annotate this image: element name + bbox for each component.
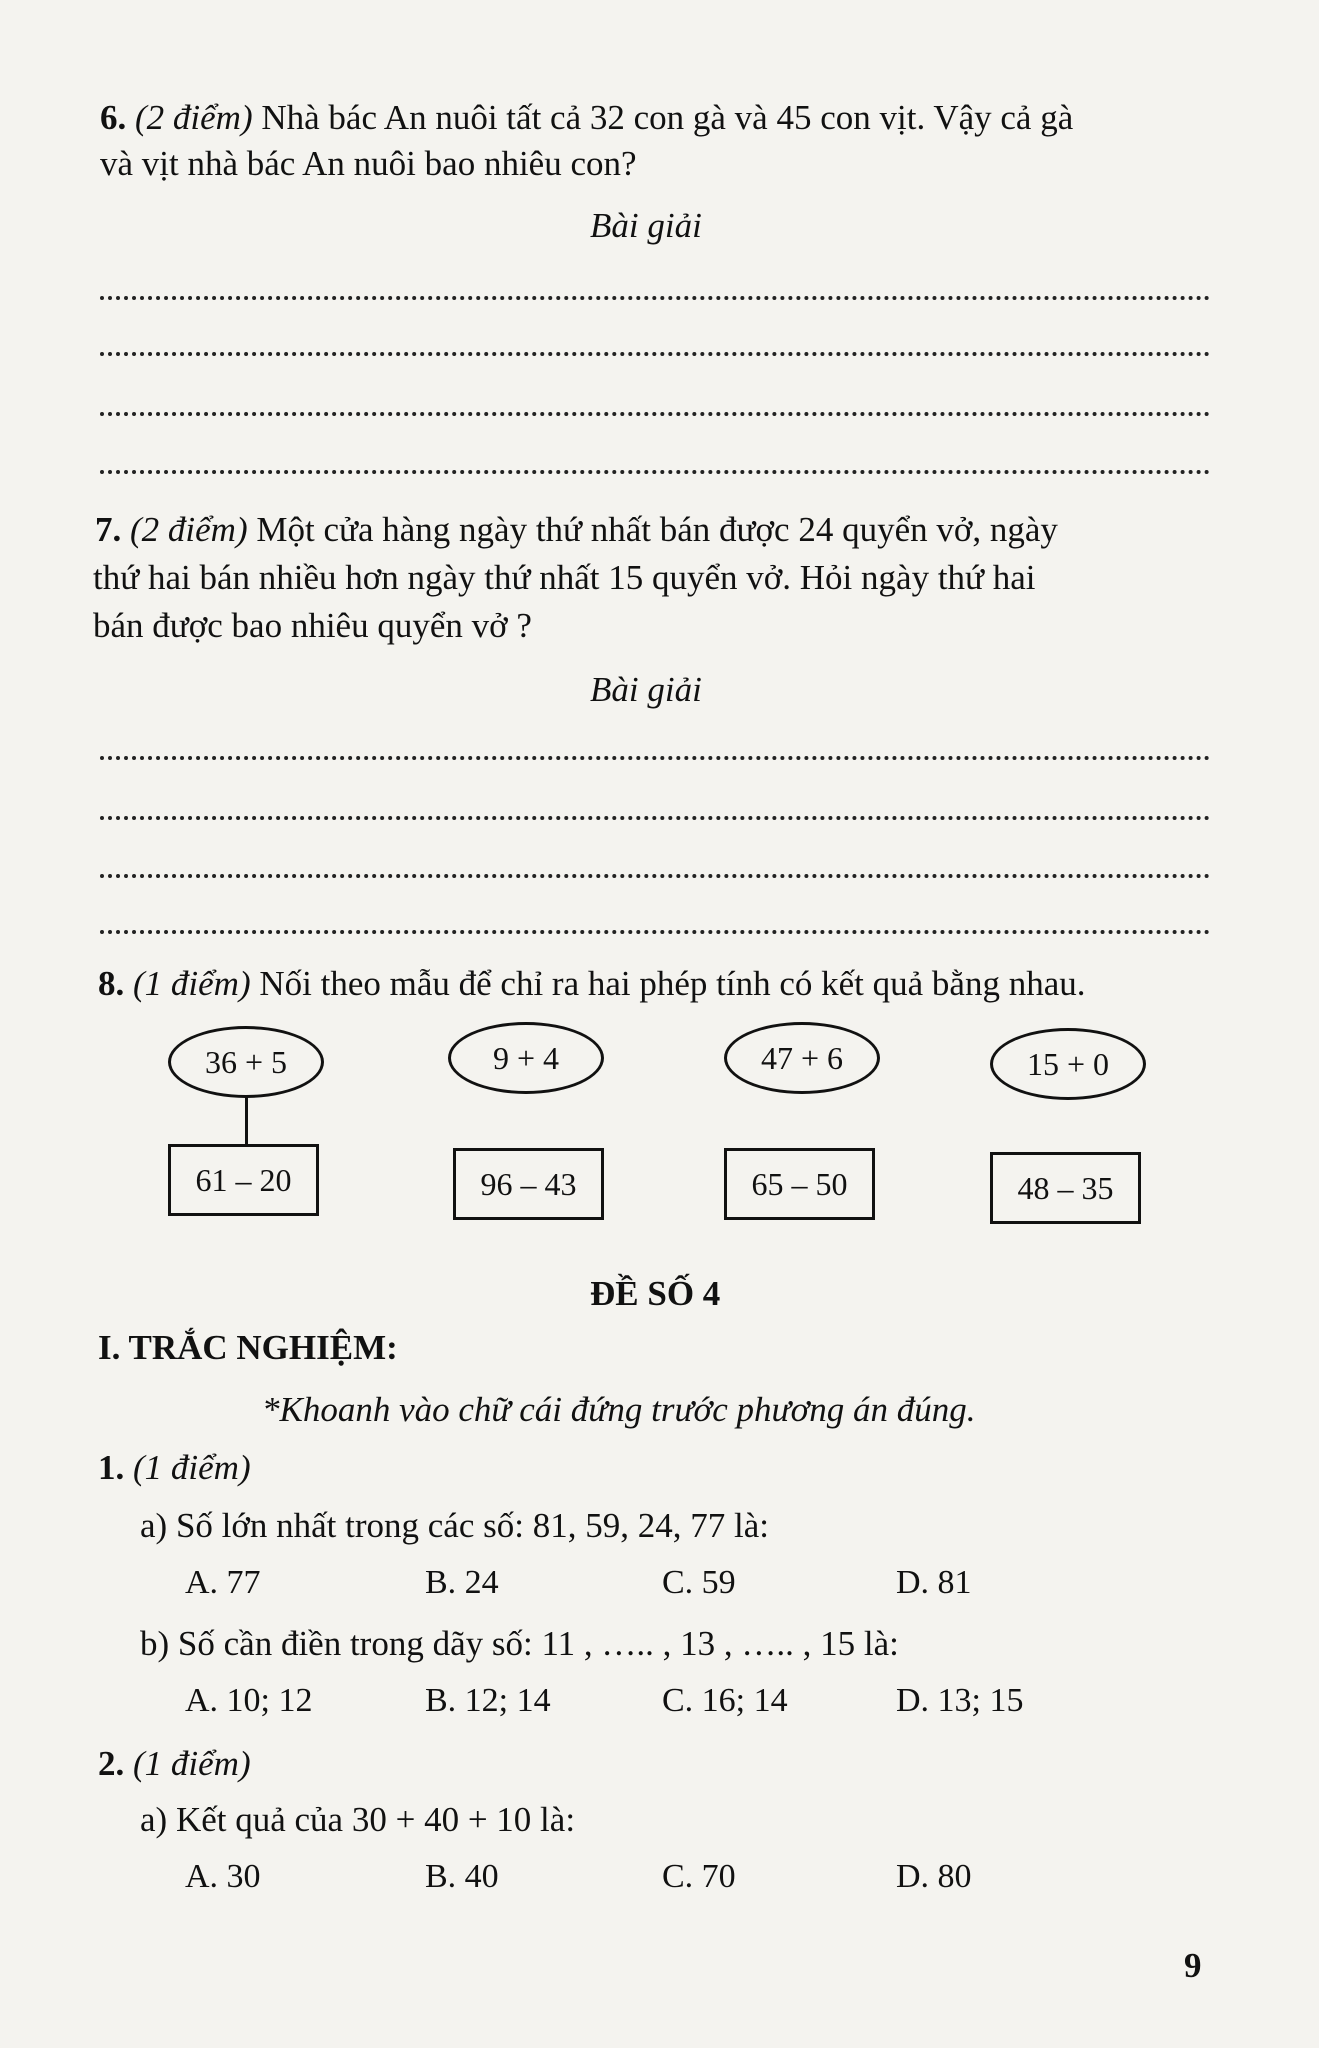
q6-text-2: và vịt nhà bác An nuôi bao nhiêu con? — [100, 144, 637, 183]
q8-top-expression-2[interactable]: 9 + 4 — [448, 1022, 604, 1094]
mc1-points: (1 điểm) — [133, 1448, 251, 1487]
q6-number: 6. — [100, 98, 127, 137]
mc1-b-option-a[interactable]: A. 10; 12 — [185, 1682, 313, 1719]
q7-answer-line-3[interactable] — [100, 874, 1210, 878]
exam-title: ĐỀ SỐ 4 — [590, 1274, 721, 1313]
q8-top-expression-1[interactable]: 36 + 5 — [168, 1026, 324, 1098]
q7-points: (2 điểm) — [130, 510, 248, 549]
mc2-a-option-a[interactable]: A. 30 — [185, 1858, 261, 1895]
mc2-header — [98, 1742, 251, 1786]
mc1-a-question: a) Số lớn nhất trong các số: 81, 59, 24, 77 là: — [140, 1506, 769, 1545]
mc2-a-option-c[interactable]: C. 70 — [662, 1858, 736, 1895]
q7-number: 7. — [95, 510, 122, 549]
q7-answer-line-2[interactable] — [100, 816, 1210, 820]
q6-answer-line-4[interactable] — [100, 470, 1210, 474]
page-number: 9 — [1184, 1946, 1202, 1985]
q6-answer-line-2[interactable] — [100, 352, 1210, 356]
q8-number: 8. — [98, 964, 125, 1003]
q6-points: (2 điểm) — [135, 98, 253, 137]
mc1-b-question: b) Số cần điền trong dãy số: 11 , ….. , 13 , ….. , 15 là: — [140, 1624, 899, 1663]
q8-bottom-expression-3[interactable]: 65 – 50 — [724, 1148, 875, 1220]
mc2-a-option-d[interactable]: D. 80 — [896, 1858, 972, 1895]
mc2-a-option-b[interactable]: B. 40 — [425, 1858, 499, 1895]
mc1-b-option-b[interactable]: B. 12; 14 — [425, 1682, 551, 1719]
q6-line1 — [100, 96, 1073, 140]
q8-bottom-expression-2[interactable]: 96 – 43 — [453, 1148, 604, 1220]
q6-solution-label: Bài giải — [590, 206, 702, 245]
mc2-points: (1 điểm) — [133, 1744, 251, 1783]
q8-bottom-expression-4[interactable]: 48 – 35 — [990, 1152, 1141, 1224]
q8-text: Nối theo mẫu để chỉ ra hai phép tính có kết quả bằng nhau. — [259, 964, 1086, 1003]
section-heading: I. TRẮC NGHIỆM: — [98, 1328, 398, 1367]
q8-top-expression-3[interactable]: 47 + 6 — [724, 1022, 880, 1094]
mc2-a-question: a) Kết quả của 30 + 40 + 10 là: — [140, 1800, 576, 1839]
q8-points: (1 điểm) — [133, 964, 251, 1003]
mc1-a-option-d[interactable]: D. 81 — [896, 1564, 972, 1601]
q7-text-3: bán được bao nhiêu quyển vở ? — [93, 606, 532, 645]
q8-sample-connector — [245, 1096, 248, 1144]
q6-answer-line-3[interactable] — [100, 412, 1210, 416]
instruction-text: *Khoanh vào chữ cái đứng trước phương án đúng. — [262, 1390, 976, 1429]
q8-bottom-expression-1[interactable]: 61 – 20 — [168, 1144, 319, 1216]
mc1-a-option-a[interactable]: A. 77 — [185, 1564, 261, 1601]
q7-solution-label: Bài giải — [590, 670, 702, 709]
mc1-a-option-b[interactable]: B. 24 — [425, 1564, 499, 1601]
mc2-number: 2. — [98, 1744, 125, 1783]
q7-text-1: Một cửa hàng ngày thứ nhất bán được 24 quyển vở, ngày — [256, 510, 1058, 549]
mc1-number: 1. — [98, 1448, 125, 1487]
mc1-header — [98, 1446, 251, 1490]
mc1-b-option-d[interactable]: D. 13; 15 — [896, 1682, 1024, 1719]
q8-top-expression-4[interactable]: 15 + 0 — [990, 1028, 1146, 1100]
mc1-a-option-c[interactable]: C. 59 — [662, 1564, 736, 1601]
q7-line1 — [95, 508, 1058, 552]
mc1-b-option-c[interactable]: C. 16; 14 — [662, 1682, 788, 1719]
q8-line — [98, 962, 1086, 1006]
q7-text-2: thứ hai bán nhiều hơn ngày thứ nhất 15 quyển vở. Hỏi ngày thứ hai — [93, 558, 1036, 597]
q6-text-1: Nhà bác An nuôi tất cả 32 con gà và 45 con vịt. Vậy cả gà — [261, 98, 1074, 137]
q7-answer-line-4[interactable] — [100, 930, 1210, 934]
q6-answer-line-1[interactable] — [100, 296, 1210, 300]
q7-answer-line-1[interactable] — [100, 756, 1210, 760]
